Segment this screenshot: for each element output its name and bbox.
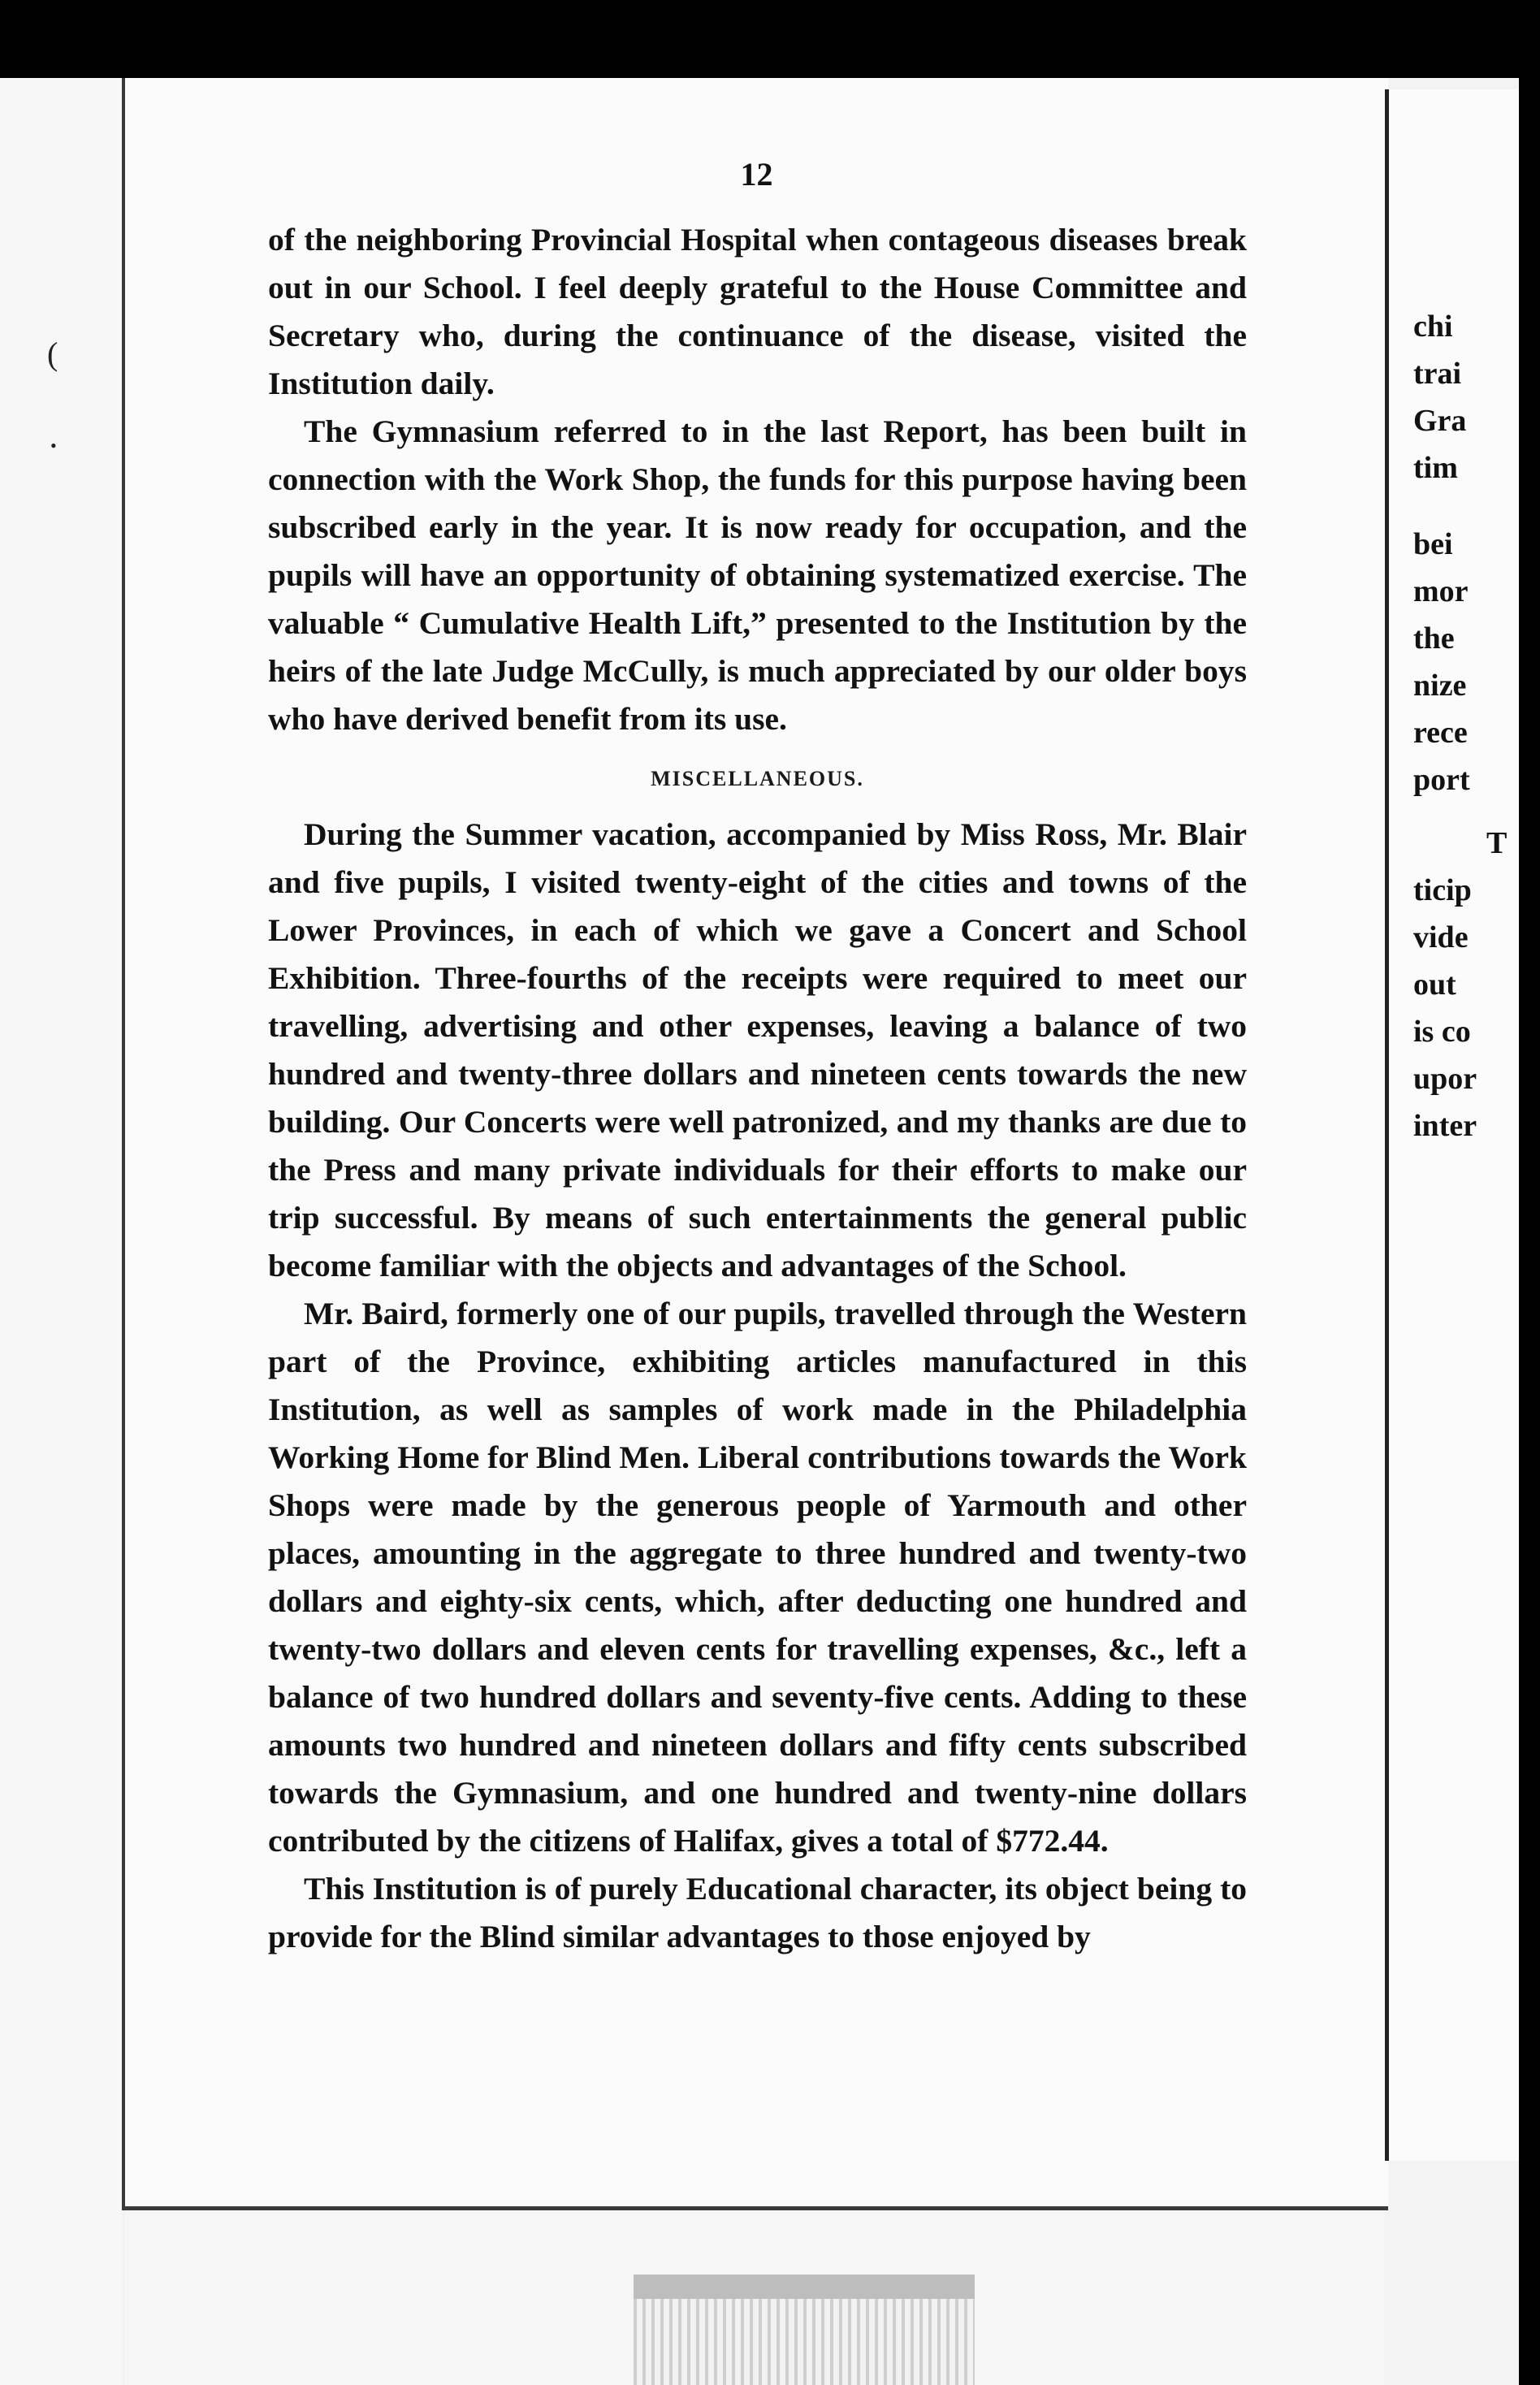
paragraph-gymnasium: The Gymnasium referred to in the last Report, has been built in connection with the Work Shop, the funds for this purpose having been subscribed early in the year. It is now ready for occupation, and the pupils will have an opportunity of obtaining systematized exercise. The valuable “ Cumulative Health Lift,” presented to the Institution by the heirs of the late Judge McCully, is much appreciated by our older boys who have derived benefit from its use.	[268, 413, 1247, 737]
page-body	[268, 216, 1247, 1961]
fragment-text: T	[1486, 826, 1508, 860]
fragment-text: is co	[1413, 1015, 1471, 1049]
fragment-text: Gra	[1413, 404, 1467, 438]
fragment-text: mor	[1413, 574, 1469, 608]
scan-artifact-stripes	[634, 2299, 975, 2385]
fragment-text: inter	[1413, 1109, 1477, 1143]
fragment-text: bei	[1413, 527, 1453, 561]
fragment-text: ticip	[1413, 873, 1472, 907]
fragment-text: rece	[1413, 716, 1468, 750]
book-page-right-edge	[1385, 89, 1540, 2161]
fragment-text: port	[1413, 763, 1470, 797]
paragraph-summer-vacation: During the Summer vacation, accompanied by Miss Ross, Mr. Blair and five pupils, I visited twenty-eight of the cities and towns of the Lower Provinces, in each of which we gave a Concert and School Exhibition. Three-fourths of the receipts were required to meet our travelling, advertising and other expenses, leaving a balance of two hundred and twenty-three dollars and nineteen cents towards the new building. Our Concerts were well patronized, and my thanks are due to the Press and many private individuals for their efforts to make our trip successful. By means of such entertainments the general public become familiar with the objects and advantages of the School.	[268, 816, 1247, 1283]
paragraph-institution-character: This Institution is of purely Educational character, its object being to provide for the Blind similar advantages to those enjoyed by	[268, 1871, 1247, 1954]
scan-right-border	[1519, 78, 1540, 2385]
book-page-left	[122, 78, 1388, 2210]
scan-artifact-dot: •	[50, 435, 57, 456]
fragment-text: vide	[1413, 920, 1469, 954]
fragment-text: tim	[1413, 451, 1458, 485]
scan-artifact-mark: (	[47, 335, 58, 372]
scan-artifact-band	[634, 2275, 975, 2299]
scan-top-border	[0, 0, 1540, 78]
fragment-text: nize	[1413, 669, 1467, 703]
paragraph-mr-baird: Mr. Baird, formerly one of our pupils, travelled through the Western part of the Province, exhibiting articles manufactured in this Institution, as well as samples of work made in the Philadelphia Working Home for Blind Men. Liberal contributions towards the Work Shops were made by the generous people of Yarmouth and other places, amounting in the aggregate to three hundred and twenty-two dollars and eighty-six cents, which, after deducting one hundred and twenty-two dollars and eleven cents for travelling expenses, &c., left a balance of two hundred dollars and seventy-five cents. Adding to these amounts two hundred and nineteen dollars and fifty cents subscribed towards the Gymnasium, and one hundred and twenty-nine dollars contributed by the citizens of Halifax, gives a total of $772.44.	[268, 1296, 1247, 1859]
paragraph-continued: of the neighboring Provincial Hospital when contageous diseases break out in our School. I feel deeply grateful to the House Committee and Secretary who, during the continuance of the disease, visited the Institution daily.	[268, 222, 1247, 401]
scan-left-margin	[0, 78, 122, 2385]
fragment-text: the	[1413, 621, 1455, 656]
fragment-text: chi	[1413, 309, 1453, 344]
section-heading: MISCELLANEOUS.	[651, 767, 864, 790]
fragment-text: out	[1413, 967, 1456, 1002]
fragment-text: trai	[1413, 357, 1462, 391]
fragment-text: upor	[1413, 1062, 1477, 1096]
page-number: 12	[740, 156, 773, 193]
